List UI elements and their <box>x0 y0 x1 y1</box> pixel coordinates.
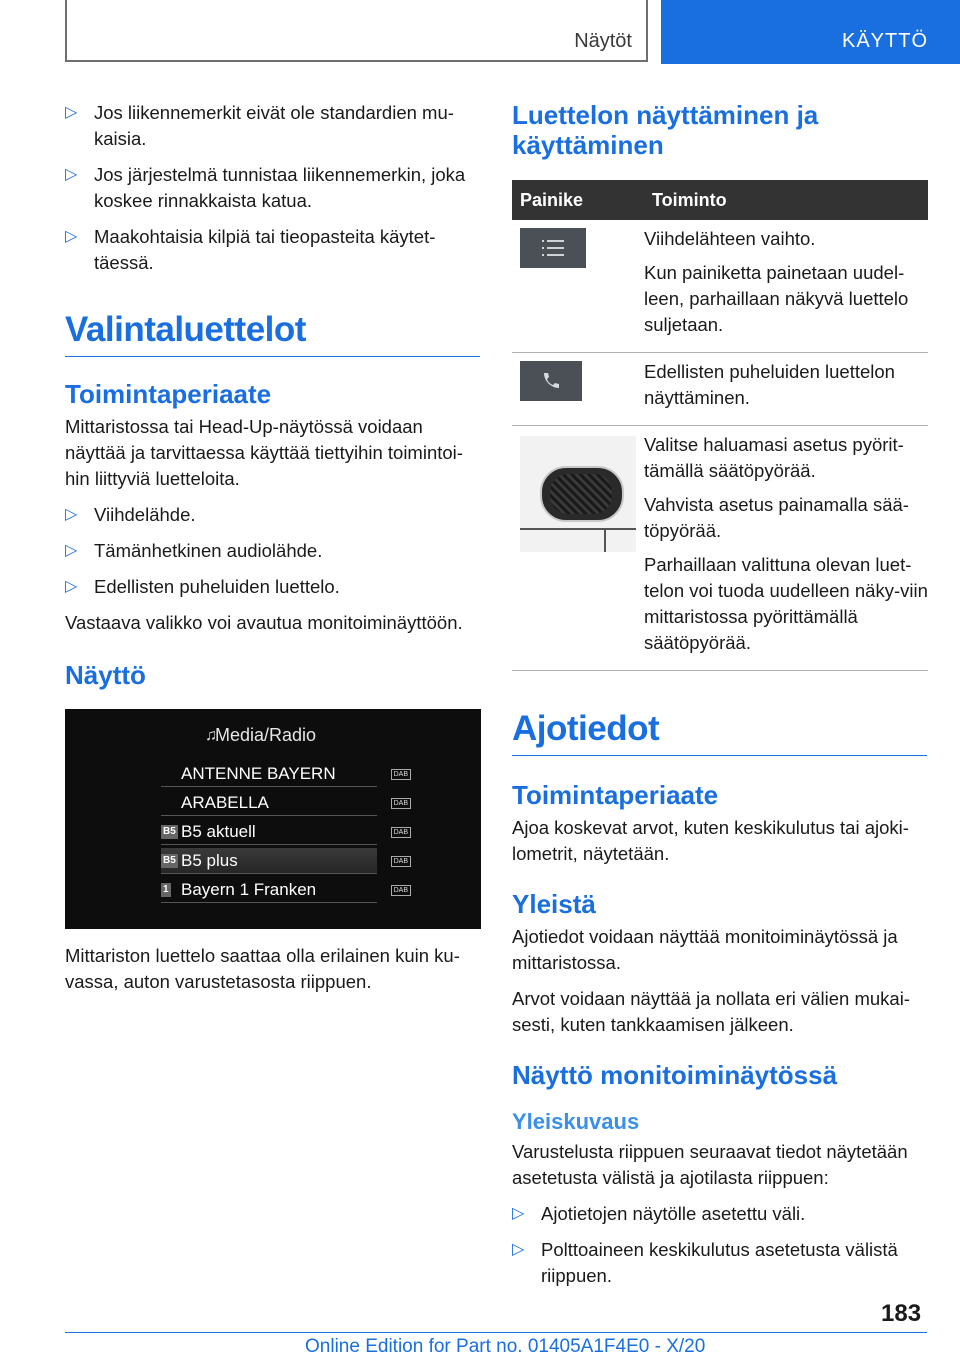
section-title-ajotiedot: Ajotiedot <box>512 709 927 756</box>
principle-text: Mittaristossa tai Head-Up-näytössä voidaan näyttää ja tarvittaessa käyttää tiettyihin toimintoi‐hin liittyviä luetteloita. <box>65 416 463 489</box>
list-item: 1 Bayern 1 Franken DAB <box>161 877 377 903</box>
heading-toimintaperiaate: Toimintaperiaate <box>65 379 272 409</box>
footer-divider <box>65 1332 927 1333</box>
dab-badge: DAB <box>391 856 411 867</box>
list-item: ▷ Viihdelähde. <box>65 502 480 528</box>
list-item: ARABELLA DAB <box>161 790 377 816</box>
list-item: ANTENNE BAYERN DAB <box>161 761 377 787</box>
station-logo: B5 <box>163 826 176 837</box>
dab-badge: DAB <box>391 798 411 809</box>
principle-text-2: Ajoa koskevat arvot, kuten keskikulutus tai ajoki‐lometrit, näytetään. <box>512 817 909 864</box>
triangle-bullet-icon: ▷ <box>65 542 78 559</box>
header-chapter: KÄYTTÖ <box>841 30 928 52</box>
button-function-table <box>512 180 928 671</box>
triangle-bullet-icon: ▷ <box>65 506 78 523</box>
triangle-bullet-icon: ▷ <box>65 578 78 595</box>
list-item: ▷ Tämänhetkinen audiolähde. <box>65 538 480 564</box>
triangle-bullet-icon: ▷ <box>65 228 78 245</box>
list-item: ▷ Ajotietojen näytölle asetettu väli. <box>512 1201 927 1227</box>
page-number: 183 <box>881 1300 922 1327</box>
header-chapter-tab[interactable] <box>661 0 960 64</box>
list-item: B5 B5 aktuell DAB <box>161 819 377 845</box>
control-wheel-icon <box>520 436 636 552</box>
header-section: Näytöt <box>574 30 632 52</box>
list-item: ▷ Jos liikennemerkit eivät ole standardien mu‐kaisia. <box>65 102 454 149</box>
overview-text: Varustelusta riippuen seuraavat tiedot näytetään asetetusta välistä ja ajotilasta riippuen: <box>512 1141 908 1188</box>
list-item: ▷ Maakohtaisia kilpiä tai tieopasteita käytet‐täessä. <box>65 226 436 273</box>
dab-badge: DAB <box>391 827 411 838</box>
media-radio-icon: ♫ <box>205 727 217 744</box>
list-item: ▷ Jos järjestelmä tunnistaa liikennemerkin, joka koskee rinnakkaista katua. <box>65 164 466 211</box>
header-section-box <box>65 0 648 62</box>
media-radio-screen-image <box>65 709 481 929</box>
list-icon <box>520 228 586 268</box>
station-logo: 1 <box>163 884 169 895</box>
heading-naytto: Näyttö <box>65 660 146 690</box>
menu-text: Vastaava valikko voi avautua monitoiminäyttöön. <box>65 612 463 633</box>
section-title-valintaluettelot: Valintaluettelot <box>65 310 480 357</box>
dab-badge: DAB <box>391 885 411 896</box>
phone-icon <box>520 361 582 401</box>
image-caption: Mittariston luettelo saattaa olla erilainen kuin ku‐vassa, auton varustetasosta riippuen. <box>65 945 460 992</box>
heading-luettelon-nayttaminen: Luettelon näyttäminen ja käyttäminen <box>512 100 819 160</box>
general-text-1: Ajotiedot voidaan näyttää monitoiminäytössä ja mittaristossa. <box>512 926 898 973</box>
table-header-button: Painike <box>512 180 644 220</box>
triangle-bullet-icon: ▷ <box>65 104 78 121</box>
right-column <box>512 100 927 1299</box>
list-item: ▷ Edellisten puheluiden luettelo. <box>65 574 480 600</box>
triangle-bullet-icon: ▷ <box>512 1205 525 1222</box>
footer-edition: Online Edition for Part no. 01405A1F4E0 - X/20 <box>305 1336 706 1357</box>
list-item-selected: B5 B5 plus DAB <box>161 848 377 874</box>
heading-yleista: Yleistä <box>512 889 596 919</box>
heading-toimintaperiaate-2: Toimintaperiaate <box>512 780 719 810</box>
station-logo: B5 <box>163 855 176 866</box>
list-item: ▷ Polttoaineen keskikulutus asetetusta välistä riippuen. <box>512 1239 898 1286</box>
heading-yleiskuvaus: Yleiskuvaus <box>512 1109 640 1134</box>
table-row: Viihdelähteen vaihto. Kun painiketta painetaan uudel‐leen, parhaillaan näkyvä luettelo suljetaan. <box>512 220 928 353</box>
table-row: Valitse haluamasi asetus pyörit‐tämällä säätöpyörää. Vahvista asetus painamalla sää‐töpyörää. Parhaillaan valittuna olevan luet‐telon voi tuoda uudelleen näky‐viin mittaristossa pyörittämällä säätöpyörää. <box>512 426 928 671</box>
triangle-bullet-icon: ▷ <box>512 1241 525 1258</box>
triangle-bullet-icon: ▷ <box>65 166 78 183</box>
screen-title: Media/Radio <box>215 725 317 745</box>
table-row: Edellisten puheluiden luettelon näyttäminen. <box>512 353 928 426</box>
dab-badge: DAB <box>391 769 411 780</box>
table-header-function: Toiminto <box>644 180 928 220</box>
general-text-2: Arvot voidaan näyttää ja nollata eri välien mukai‐sesti, kuten tankkaamisen jälkeen. <box>512 988 910 1035</box>
left-column <box>65 100 480 1005</box>
heading-naytto-monitoiminaytossa: Näyttö monitoiminäytössä <box>512 1060 838 1090</box>
